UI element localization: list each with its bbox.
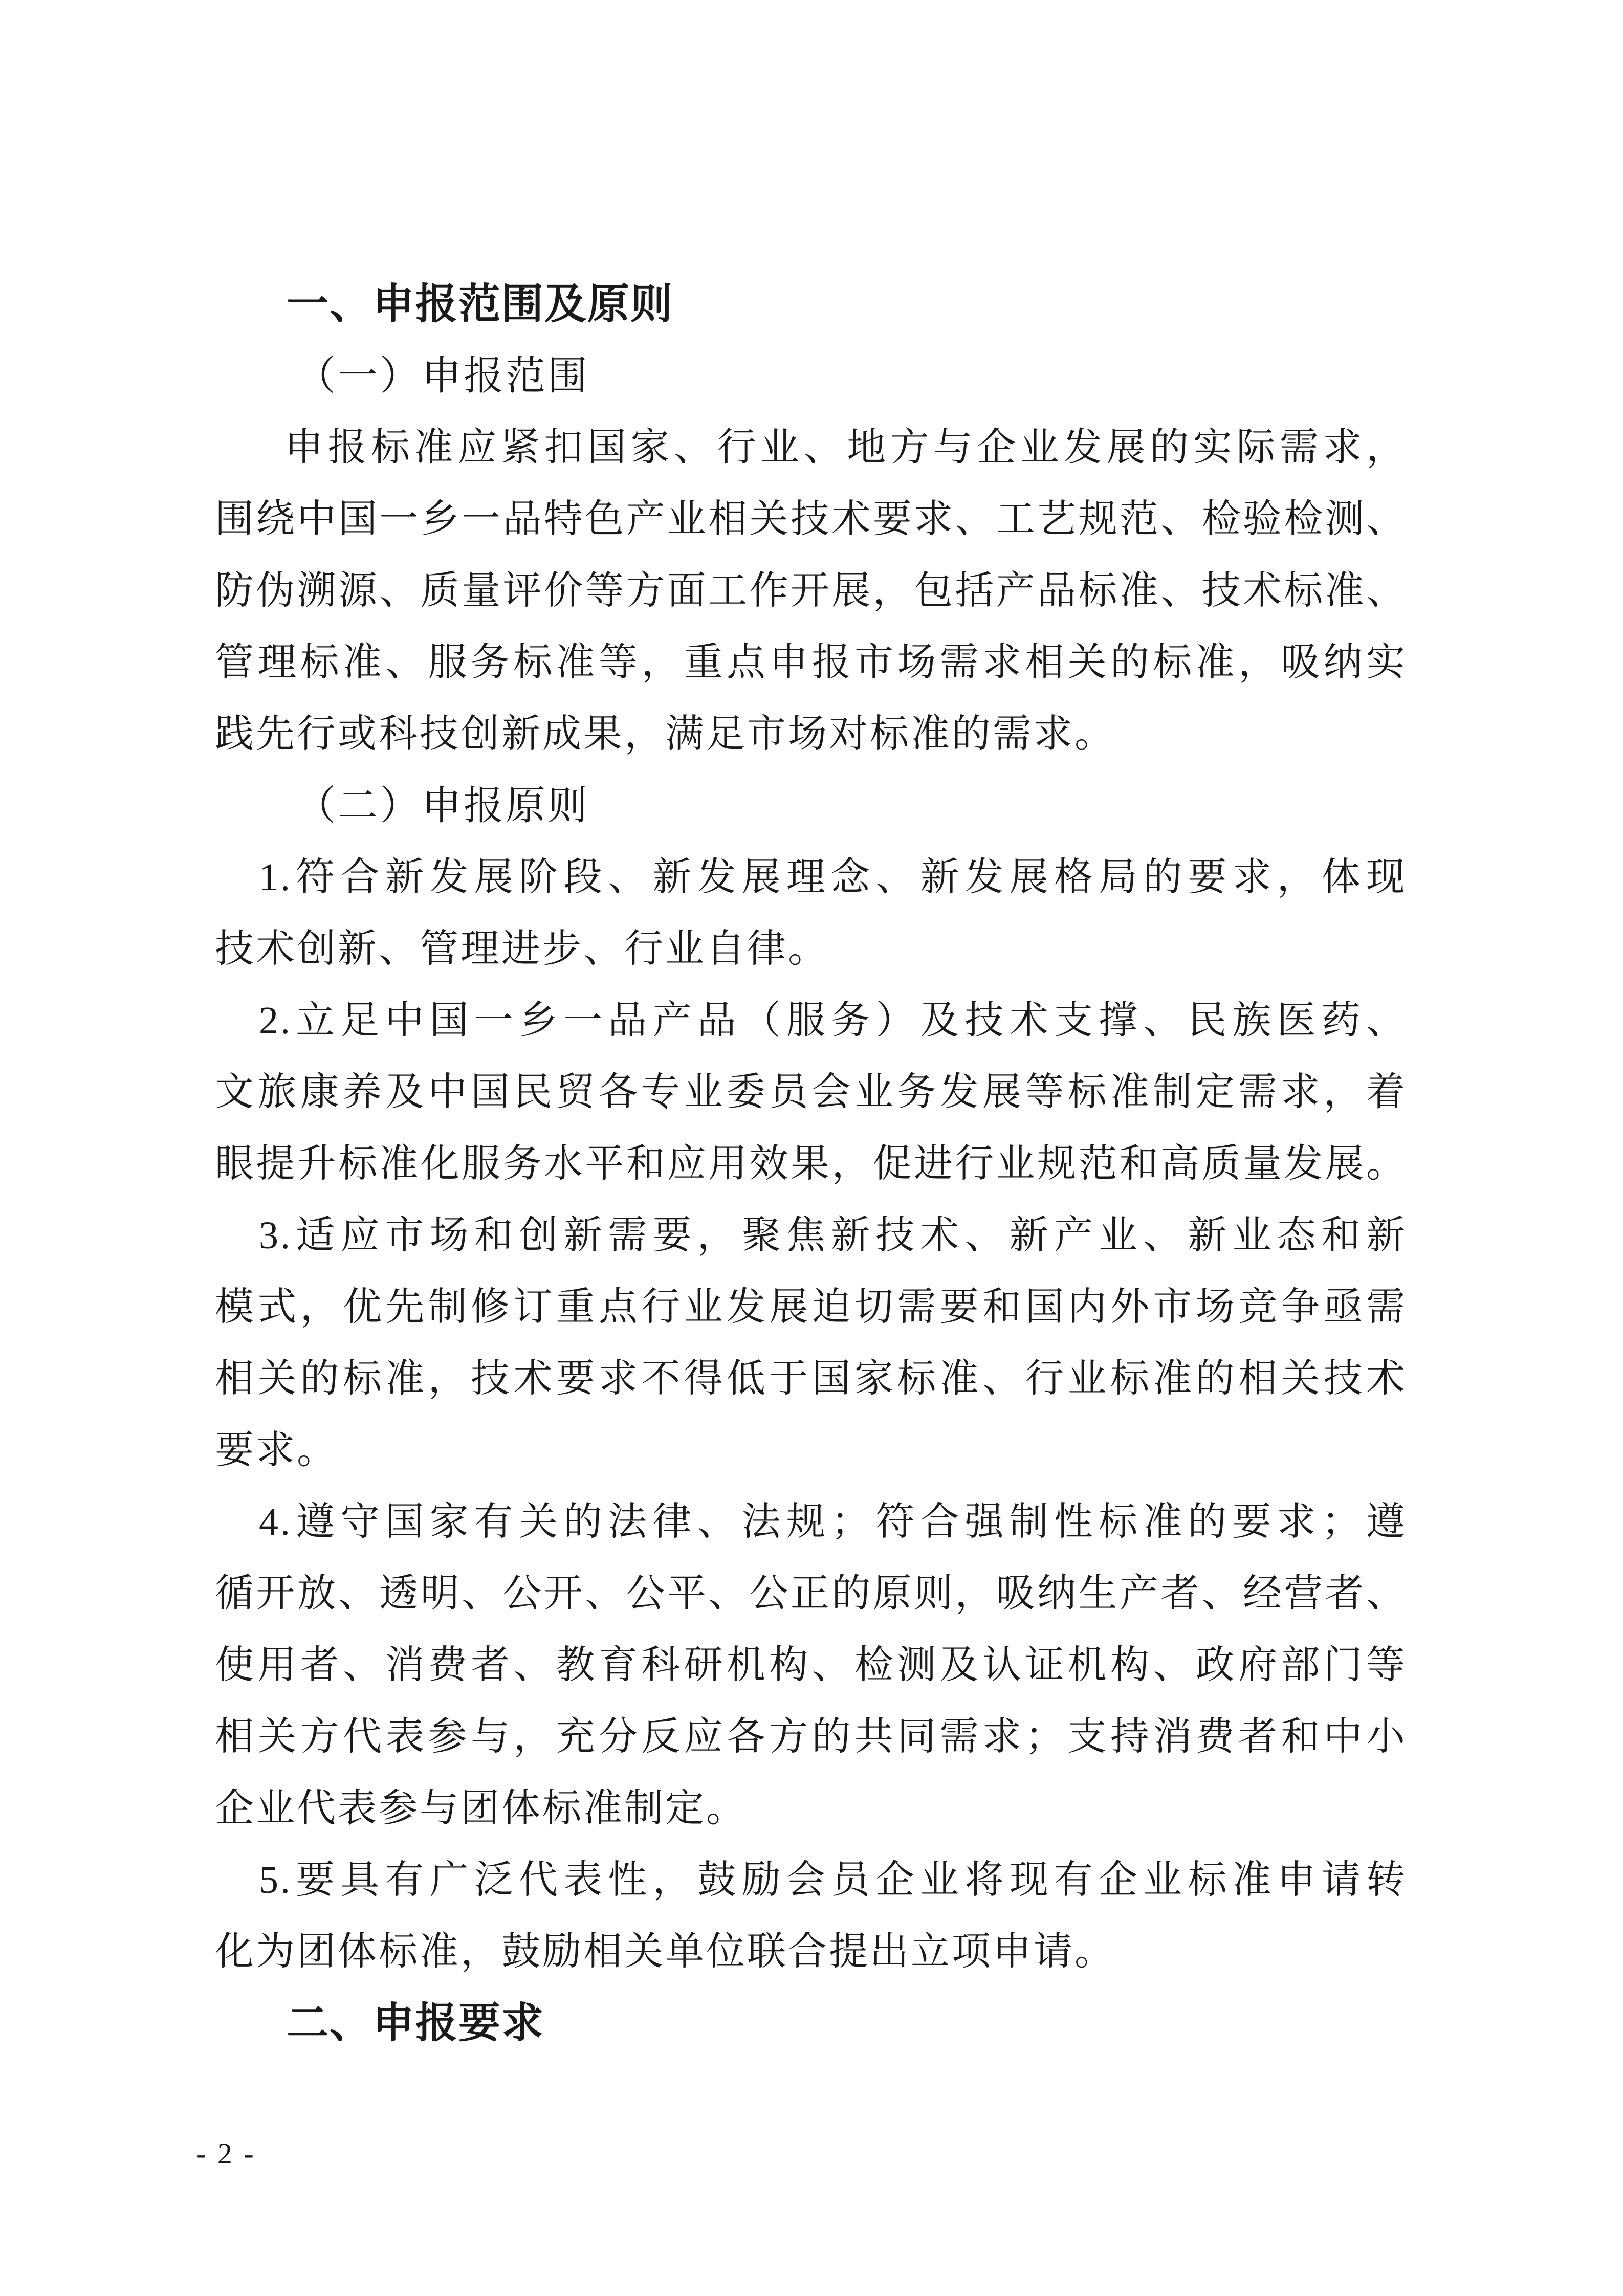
body-line: 防伪溯源、质量评价等方面工作开展，包括产品标准、技术标准、 (215, 569, 1407, 612)
section-heading-2: 二、申报要求 (287, 2000, 545, 2046)
body-line: 使用者、消费者、教育科研机构、检测及认证机构、政府部门等 (215, 1644, 1407, 1687)
body-line: 技术创新、管理进步、行业自律。 (215, 928, 829, 970)
section-heading-1: 一、申报范围及原则 (287, 281, 674, 327)
body-line: 循开放、透明、公开、公平、公正的原则，吸纳生产者、经营者、 (215, 1572, 1407, 1615)
body-line: 申报标准应紧扣国家、行业、地方与企业发展的实际需求， (284, 426, 1407, 469)
body-line-numbered: 2.立足中国一乡一品产品（服务）及技术支撑、民族医药、 (259, 999, 1407, 1042)
subsection-heading-2: （二）申报原则 (296, 783, 590, 828)
body-line: 化为团体标准，鼓励相关单位联合提出立项申请。 (215, 1930, 1115, 1973)
body-line: 围绕中国一乡一品特色产业相关技术要求、工艺规范、检验检测、 (215, 498, 1407, 541)
body-line: 眼提升标准化服务水平和应用效果，促进行业规范和高质量发展。 (215, 1142, 1407, 1185)
body-line: 企业代表参与团体标准制定。 (215, 1787, 747, 1830)
body-line: 相关方代表参与，充分反应各方的共同需求；支持消费者和中小 (215, 1715, 1407, 1758)
body-line-numbered: 3.适应市场和创新需要，聚焦新技术、新产业、新业态和新 (259, 1214, 1407, 1257)
body-line: 管理标准、服务标准等，重点申报市场需求相关的标准，吸纳实 (215, 641, 1407, 684)
subsection-heading-1: （一）申报范围 (296, 354, 590, 398)
body-line-numbered: 5.要具有广泛代表性，鼓励会员企业将现有企业标准申请转 (259, 1859, 1407, 1902)
body-line: 模式，优先制修订重点行业发展迫切需要和国内外市场竞争亟需 (215, 1286, 1407, 1329)
body-line: 相关的标准，技术要求不得低于国家标准、行业标准的相关技术 (215, 1357, 1407, 1400)
page-number: - 2 - (196, 2137, 256, 2170)
body-line-numbered: 4.遵守国家有关的法律、法规；符合强制性标准的要求；遵 (259, 1500, 1407, 1543)
body-line: 践先行或科技创新成果，满足市场对标准的需求。 (215, 713, 1115, 756)
body-line: 文旅康养及中国民贸各专业委员会业务发展等标准制定需求，着 (215, 1071, 1407, 1114)
body-line: 要求。 (215, 1429, 338, 1472)
body-line-numbered: 1.符合新发展阶段、新发展理念、新发展格局的要求，体现 (259, 856, 1407, 899)
document-body (215, 269, 1407, 2059)
